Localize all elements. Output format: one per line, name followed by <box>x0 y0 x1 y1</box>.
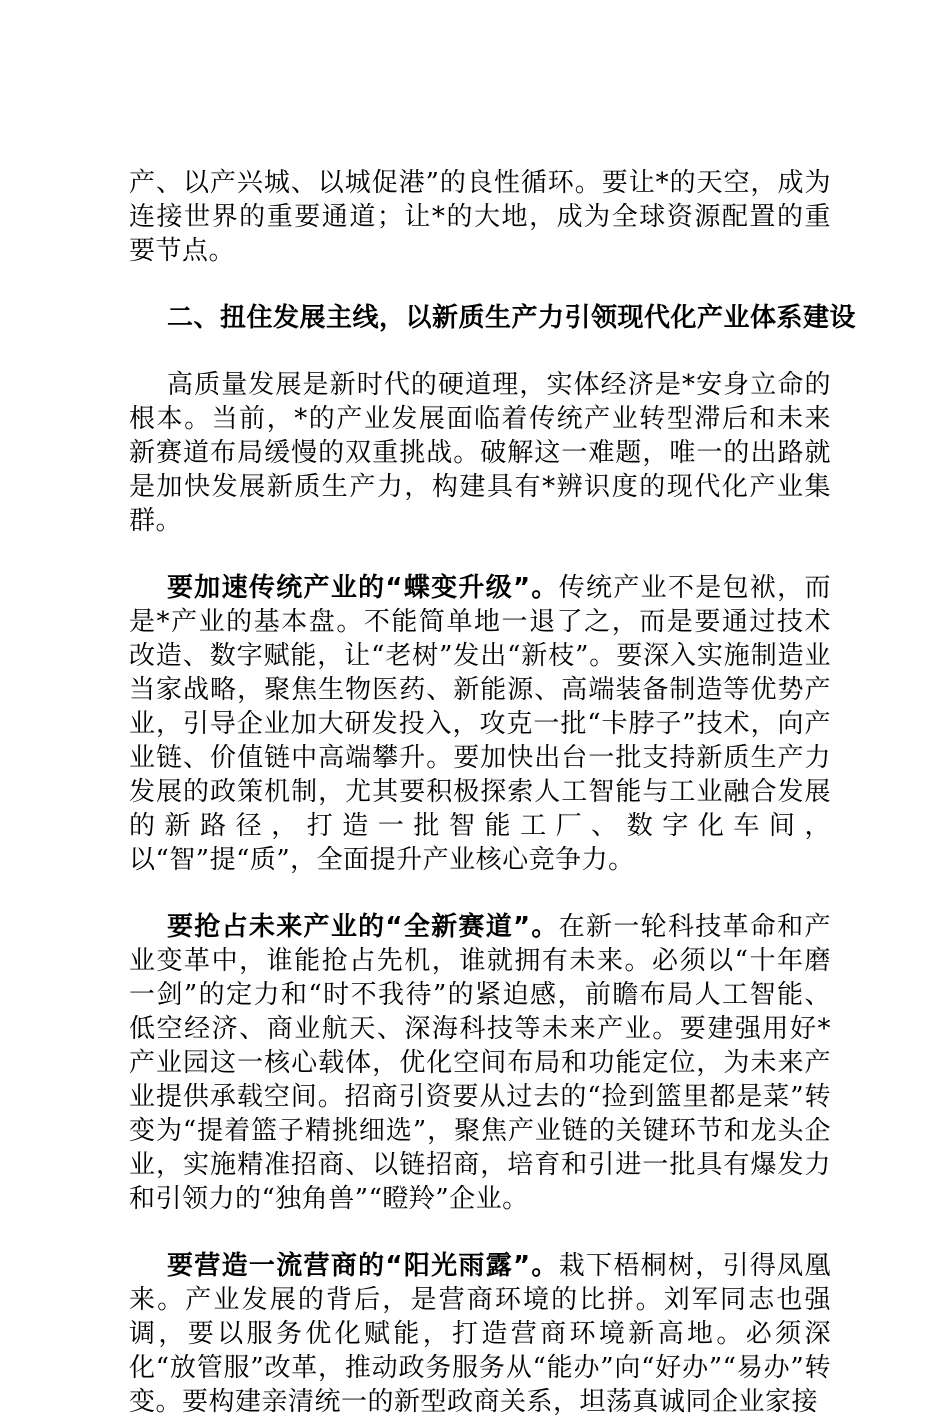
continued-paragraph: 产、以产兴城、以城促港”的良性循环。要让*的天空，成为连接世界的重要通道；让*的大地，成为全球资源配置的重要节点。 <box>129 168 831 266</box>
point-body-1: 传统产业不是包袱，而是*产业的基本盘。不能简单地一退了之，而是要通过技术改造、数字赋能，让“老树”发出“新枝”。要深入实施制造业当家战略，聚焦生物医药、新能源、高端装备制造等优势产业，引导企业加大研发投入，攻克一批“卡脖子”技术，向产业链、价值链中高端攀升。要加快出台一批支持新质生产力发展的政策机制，尤其要积极探索人工智能与工业融合发展的新路径，打造一批智能工厂、数字化车间，以“智”提“质”，全面提升产业核心竞争力。 <box>129 573 831 875</box>
paragraph-spacer <box>129 877 831 910</box>
paragraph-spacer <box>129 538 831 571</box>
point-body-3: 栽下梧桐树，引得凤凰来。产业发展的背后，是营商环境的比拼。刘军同志也强调，要以服务优化赋能，打造营商环境新高地。必须深化“放管服”改革，推动政务服务从“能办”向“好办”“易办”转变。要构建亲清统一的新型政商关系，坦荡真诚同企业家接 <box>129 1251 831 1417</box>
point-lead-1: 要加速传统产业的“蝶变升级”。 <box>167 573 559 603</box>
intro-paragraph: 高质量发展是新时代的硬道理，实体经济是*安身立命的根本。当前，*的产业发展面临着传统产业转型滞后和未来新赛道布局缓慢的双重挑战。破解这一难题，唯一的出路就是加快发展新质生产力，构建具有*辨识度的现代化产业集群。 <box>129 370 831 536</box>
paragraph-spacer <box>129 335 831 368</box>
paragraph-spacer <box>129 1216 831 1249</box>
section-heading: 二、扭住发展主线，以新质生产力引领现代化产业体系建设 <box>167 303 857 333</box>
point-lead-2: 要抢占未来产业的“全新赛道”。 <box>167 912 559 942</box>
point-body-2: 在新一轮科技革命和产业变革中，谁能抢占先机，谁就拥有未来。必须以“十年磨一剑”的定力和“时不我待”的紧迫感，前瞻布局人工智能、低空经济、商业航天、深海科技等未来产业。要建强用好*产业园这一核心载体，优化空间布局和功能定位，为未来产业提供承载空间。招商引资要从过去的“捡到篮里都是菜”转变为“提着篮子精挑细选”，聚焦产业链的关键环节和龙头企业，实施精准招商、以链招商，培育和引进一批具有爆发力和引领力的“独角兽”“瞪羚”企业。 <box>129 912 831 1214</box>
document-page <box>129 166 857 1419</box>
paragraph-spacer <box>129 268 831 301</box>
point-lead-3: 要营造一流营商的“阳光雨露”。 <box>167 1251 559 1281</box>
point-paragraph-1 <box>129 571 831 877</box>
point-paragraph-3 <box>129 1249 831 1419</box>
point-paragraph-2 <box>129 910 831 1216</box>
